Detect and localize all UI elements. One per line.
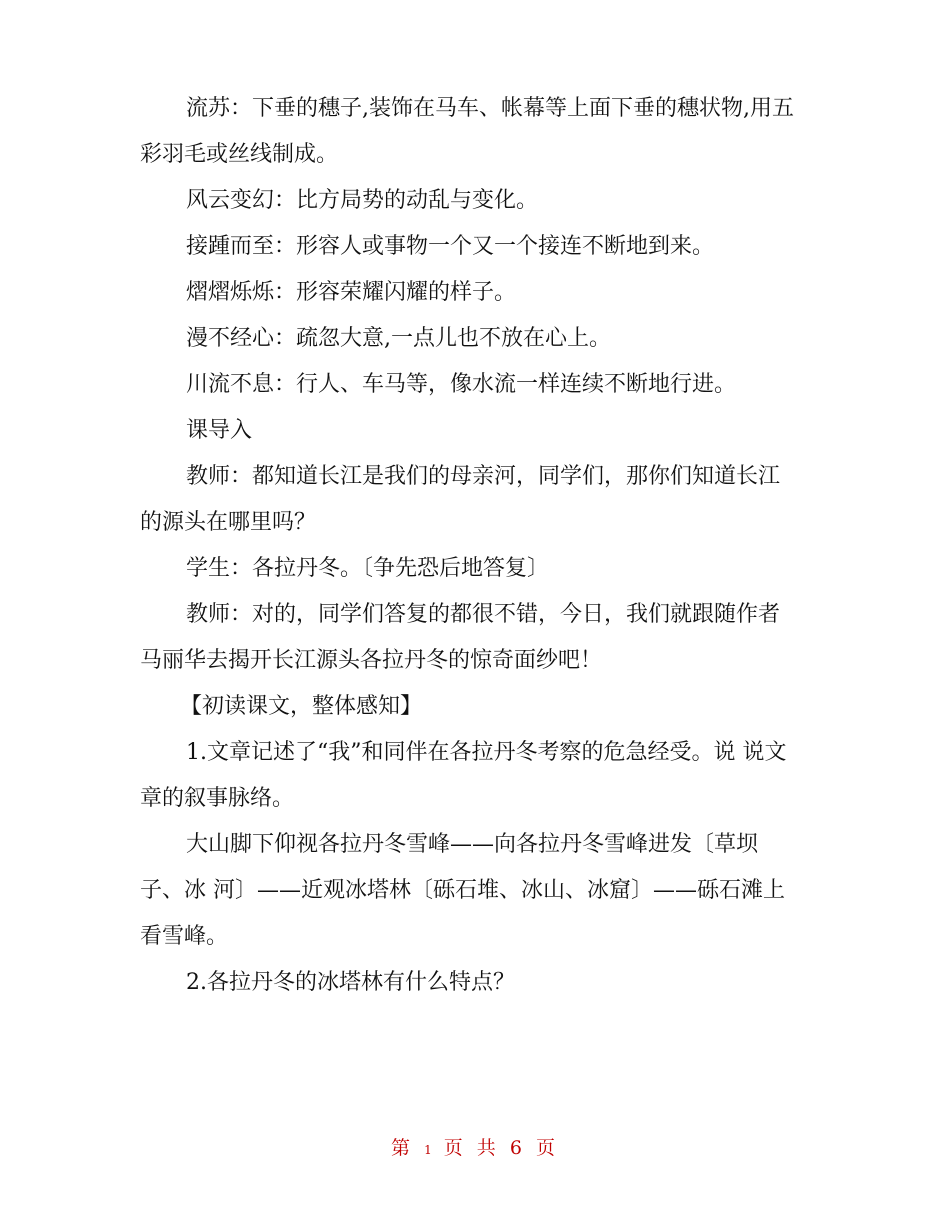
paragraph-teacher-1: 教师：都知道长江是我们的母亲河，同学们，那你们知道长江的源头在哪里吗？ xyxy=(140,464,781,535)
document-body xyxy=(140,86,800,1006)
paragraph-teacher-2: 教师：对的，同学们答复的都很不错，今日，我们就跟随作者马丽华去揭开长江源头各拉丹冬的惊奇面纱吧！ xyxy=(140,602,781,673)
footer-middle: 页 共 xyxy=(443,1137,500,1159)
answer-1: 大山脚下仰视各拉丹冬雪峰——向各拉丹冬雪峰进发〔草坝子、冰 河〕——近观冰塔林〔砾石堆、冰山、冰窟〕——砾石滩上看雪峰。 xyxy=(140,832,785,949)
question-2: 2.各拉丹冬的冰塔林有什么特点？ xyxy=(186,970,515,995)
paragraph-chuanliu: 川流不息：行人、车马等，像水流一样连续不断地行进。 xyxy=(186,372,737,397)
page-footer xyxy=(0,1133,950,1160)
section-heading-intro: 课导入 xyxy=(186,418,253,443)
paragraph-liusu: 流苏：下垂的穗子,装饰在马车、帐幕等上面下垂的穗状物,用五彩羽毛或丝线制成。 xyxy=(140,96,794,167)
paragraph-yiyi: 熠熠烁烁：形容荣耀闪耀的样子。 xyxy=(186,280,517,305)
question-1: 1.文章记述了“我”和同伴在各拉丹冬考察的危急经受。说 说文章的叙事脉络。 xyxy=(140,740,787,811)
footer-total-pages: 6 xyxy=(509,1137,526,1159)
footer-prefix: 第 xyxy=(391,1137,415,1159)
paragraph-student: 学生：各拉丹冬。〔争先恐后地答复〕 xyxy=(186,556,550,581)
paragraph-fengyun: 风云变幻：比方局势的动乱与变化。 xyxy=(186,188,539,213)
paragraph-jiezhong: 接踵而至：形容人或事物一个又一个接连不断地到来。 xyxy=(186,234,715,259)
section-heading-reading: 【初读课文，整体感知】 xyxy=(180,694,423,719)
footer-page-number: 1 xyxy=(424,1143,434,1157)
paragraph-manbu: 漫不经心：疏忽大意,一点儿也不放在心上。 xyxy=(186,326,611,351)
footer-suffix: 页 xyxy=(535,1137,559,1159)
